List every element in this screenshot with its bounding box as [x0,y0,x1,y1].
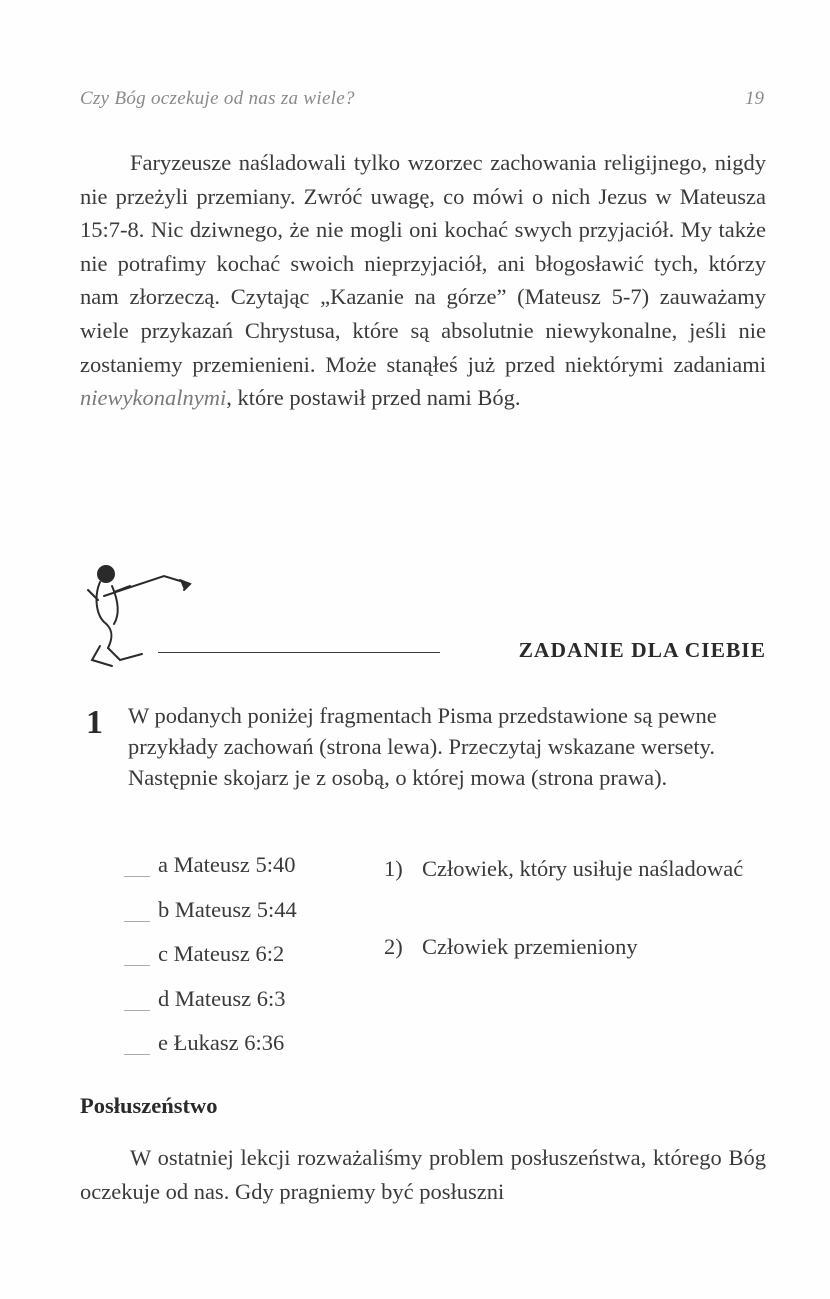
reference-item [124,1030,404,1075]
paragraph-text-end: , które postawił przed nami Bóg. [226,385,521,411]
answer-blank[interactable] [124,921,150,922]
section-heading: Posłuszeństwo [80,1093,218,1118]
person-label: Człowiek, który usiłuje naśladować [422,856,744,881]
paragraph-text: Faryzeusze naśladowali tylko wzorzec zachowania religijnego, nigdy nie przeżyli przemiany. Zwróć uwagę, co mówi o nich Jezus w Mateusza 15:7-8. Nic dziwnego, że nie mogli oni kochać swych przyjaciół. My także nie potrafimy kochać swoich nieprzyjaciół, ani błogosławić tych, którzy nam złorzeczą. Czytając „Kazanie na górze” (Mateusz 5-7) zauważamy wiele przykazań Chrystusa, które są absolutnie niewykonalne, jeśli nie zostaniemy przemienieni. Może stanąłeś już przed niektórymi zadaniami [80,150,766,377]
reference-item [124,986,404,1031]
task-divider [158,652,440,653]
reference-list [124,852,404,1075]
person-item [384,930,768,970]
emphasized-word: niewykonalnymi [80,385,227,411]
answer-blank[interactable] [124,876,150,877]
person-label: Człowiek przemieniony [422,934,638,959]
reference-item [124,852,404,897]
answer-blank[interactable] [124,1010,150,1011]
reference-label: b Mateusz 5:44 [158,896,297,922]
person-item [384,852,768,930]
task-instruction: W podanych poniżej fragmentach Pisma przedstawione są pewne przykłady zachowań (strona lewa). Przeczytaj wskazane wersety. Następnie skojarz je z osobą, o której mowa (strona prawa). [128,703,717,790]
task-number: 1 [86,704,103,741]
page-number: 19 [745,88,764,109]
reference-label: e Łukasz 6:36 [158,1030,285,1055]
reference-item [124,941,404,986]
task-illustration-icon [84,556,194,676]
reference-item [124,897,404,942]
task-heading: ZADANIE DLA CIEBIE [518,638,766,662]
answer-blank[interactable] [124,965,150,966]
reference-label: c Mateusz 6:2 [158,941,285,966]
running-title: Czy Bóg oczekuje od nas za wiele? [80,88,355,109]
person-list [384,852,768,970]
reference-label: a Mateusz 5:40 [158,852,296,877]
section-paragraph: W ostatniej lekcji rozważaliśmy problem posłuszeństwa, którego Bóg oczekuje od nas. Gdy pragniemy być posłuszni [80,1145,766,1204]
answer-blank[interactable] [124,1054,150,1055]
person-number: 1) [384,856,403,881]
reference-label: d Mateusz 6:3 [158,985,286,1011]
body-paragraph [80,146,766,415]
person-number: 2) [384,934,403,959]
